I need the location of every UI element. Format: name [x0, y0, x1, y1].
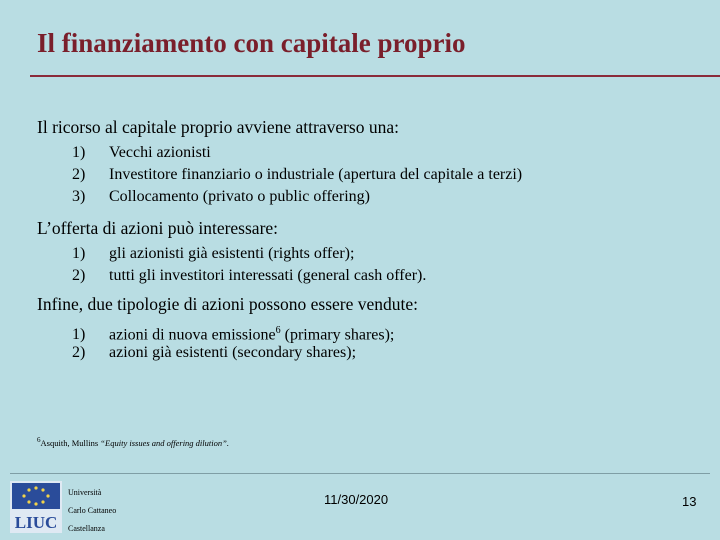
slide-date: 11/30/2020: [324, 492, 389, 507]
university-logo: [10, 481, 62, 533]
list-item: 2) tutti gli investitori interessati (general cash offer).: [72, 267, 427, 284]
section3-intro: Infine, due tipologie di azioni possono essere vendute:: [37, 294, 419, 314]
list-item: 1) Vecchi azionisti: [72, 144, 211, 161]
footnote-ref: 6: [275, 325, 281, 336]
section1-list: [72, 142, 522, 208]
footer-divider: [10, 473, 710, 474]
list-item: 2) azioni già esistenti (secondary shares);: [72, 344, 357, 361]
university-name: Università Carlo Cattaneo Castellanza: [68, 488, 117, 533]
slide-title: Il finanziamento con capitale proprio: [37, 28, 466, 58]
section2-intro: L’offerta di azioni può interessare:: [37, 218, 279, 238]
page-number: 13: [682, 494, 697, 509]
logo-text: LIUC: [14, 513, 58, 532]
section2-list: [72, 243, 426, 287]
section3-list: [72, 320, 394, 364]
footnote: $^6$Asquith, Mullins “Equity issues and offering dilution”.: [37, 436, 229, 448]
list-item: 1) gli azionisti già esistenti (rights offer);: [72, 245, 355, 262]
section1-intro: Il ricorso al capitale proprio avviene attraverso una:: [37, 117, 399, 137]
list-item: 2) Investitore finanziario o industriale (apertura del capitale a terzi): [72, 166, 523, 183]
list-item: 1) azioni di nuova emissione$^6$ (primary shares);: [72, 325, 395, 344]
title-divider: [30, 75, 720, 77]
list-item: 3) Collocamento (privato o public offering): [72, 188, 370, 205]
